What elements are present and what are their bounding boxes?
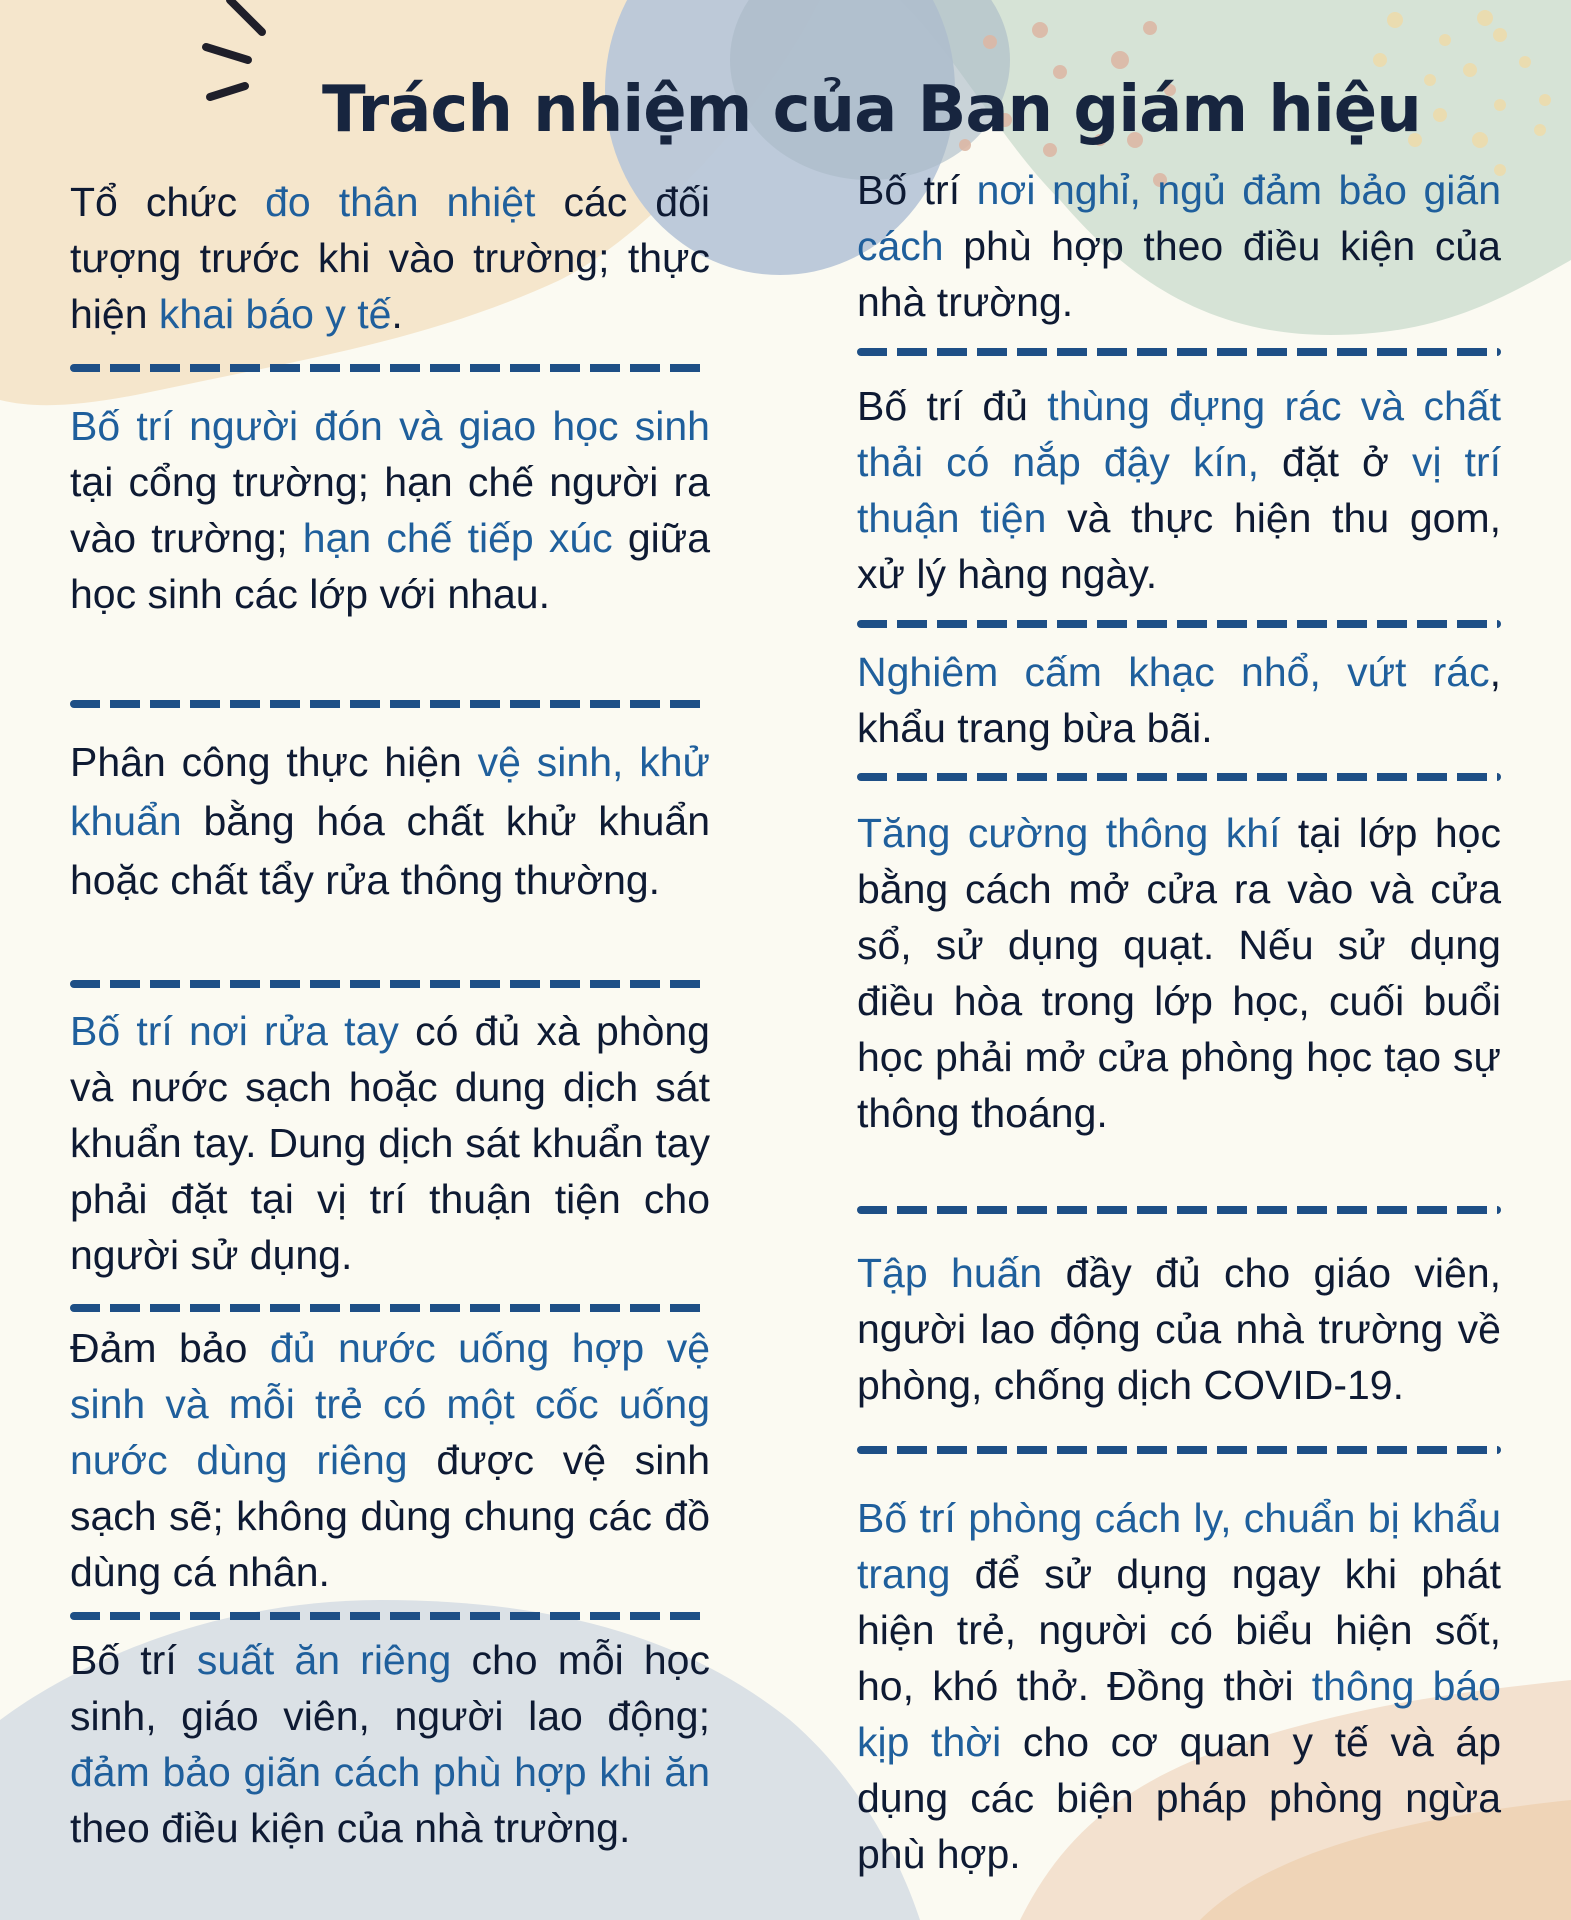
body-text: giữa học sinh các lớp với nhau.	[70, 515, 711, 617]
highlighted-text: vị trí thuận tiện	[857, 439, 1501, 541]
body-text: và thực hiện thu gom, xử lý hàng ngày.	[857, 495, 1501, 597]
highlighted-text: thùng đựng rác và chất thải có nắp đậy kín,	[857, 383, 1501, 485]
dashed-divider	[70, 700, 710, 708]
body-text: Phân công thực hiện	[70, 739, 478, 785]
dashed-divider	[70, 364, 710, 372]
body-text: , khẩu trang bừa bãi.	[857, 649, 1501, 751]
responsibility-item	[857, 162, 1501, 330]
responsibility-item	[857, 1245, 1501, 1413]
dashed-divider	[857, 1206, 1501, 1214]
responsibility-item	[857, 378, 1501, 602]
dashed-divider	[70, 1612, 710, 1620]
body-text: Đảm bảo	[70, 1325, 270, 1371]
highlighted-text: Bố trí phòng cách ly, chuẩn bị khẩu trang	[857, 1495, 1501, 1597]
body-text: đặt ở	[1259, 439, 1412, 485]
dashed-divider	[70, 1304, 710, 1312]
body-text: phù hợp theo điều kiện của nhà trường.	[857, 223, 1501, 325]
body-text: theo điều kiện của nhà trường.	[70, 1805, 631, 1851]
highlighted-text: Bố trí nơi rửa tay	[70, 1008, 399, 1054]
body-text: có đủ xà phòng và nước sạch hoặc dung dịch sát khuẩn tay. Dung dịch sát khuẩn tay phải đặt tại vị trí thuận tiện cho người sử dụng.	[70, 1008, 710, 1278]
highlighted-text: suất ăn riêng	[196, 1637, 452, 1683]
dashed-divider	[857, 348, 1501, 356]
highlighted-text: đủ nước uống hợp vệ sinh và mỗi trẻ có một cốc uống nước dùng riêng	[70, 1325, 710, 1483]
highlighted-text: khai báo y tế	[158, 291, 392, 337]
responsibility-item	[70, 1320, 710, 1600]
highlighted-text: Nghiêm cấm khạc nhổ, vứt rác	[857, 649, 1490, 695]
body-text: tại lớp học bằng cách mở cửa ra vào và cửa sổ, sử dụng quạt. Nếu sử dụng điều hòa trong lớp học, cuối buổi học phải mở cửa phòng học tạo sự thông thoáng.	[857, 810, 1501, 1136]
page-title: Trách nhiệm của Ban giám hiệu	[322, 72, 1421, 147]
left-column	[70, 0, 710, 1920]
highlighted-text: đo thân nhiệt	[265, 179, 536, 225]
responsibility-item	[70, 1632, 710, 1856]
responsibility-item	[70, 1003, 710, 1283]
highlighted-text: nơi nghỉ, ngủ đảm bảo giãn cách	[857, 167, 1501, 269]
highlighted-text: Tăng cường thông khí	[857, 810, 1281, 856]
body-text: cho mỗi học sinh, giáo viên, người lao động;	[70, 1637, 710, 1739]
highlighted-text: vệ sinh, khử khuẩn	[70, 739, 710, 844]
right-column	[857, 0, 1501, 1920]
highlighted-text: hạn chế tiếp xúc	[302, 515, 613, 561]
body-text: đầy đủ cho giáo viên, người lao động của nhà trường về phòng, chống dịch COVID-19.	[857, 1250, 1502, 1408]
highlighted-text: Tập huấn	[857, 1250, 1043, 1296]
body-text: Bố trí	[70, 1637, 197, 1683]
responsibility-item	[70, 174, 710, 342]
body-text: Bố trí	[857, 167, 977, 213]
dashed-divider	[70, 980, 710, 988]
dashed-divider	[857, 773, 1501, 781]
body-text: để sử dụng ngay khi phát hiện trẻ, người có biểu hiện sốt, ho, khó thở. Đồng thời	[857, 1551, 1501, 1709]
responsibility-item	[70, 398, 710, 622]
body-text: tại cổng trường; hạn chế người ra vào trường;	[70, 459, 710, 561]
responsibility-item	[857, 1490, 1501, 1882]
responsibility-item	[857, 805, 1501, 1141]
body-text: bằng hóa chất khử khuẩn hoặc chất tẩy rửa thông thường.	[70, 798, 710, 903]
dashed-divider	[857, 620, 1501, 628]
body-text: Tổ chức	[70, 179, 266, 225]
highlighted-text: thông báo kịp thời	[857, 1663, 1501, 1765]
dashed-divider	[857, 1446, 1501, 1454]
body-text: cho cơ quan y tế và áp dụng các biện pháp phòng ngừa phù hợp.	[857, 1719, 1501, 1877]
body-text: các đối tượng trước khi vào trường; thực hiện	[70, 179, 710, 337]
body-text: Bố trí đủ	[857, 383, 1048, 429]
responsibility-item	[70, 733, 710, 910]
responsibility-item	[857, 644, 1501, 756]
body-text: .	[391, 291, 403, 337]
highlighted-text: Bố trí người đón và giao học sinh	[70, 403, 710, 449]
body-text: được vệ sinh sạch sẽ; không dùng chung các đồ dùng cá nhân.	[70, 1437, 710, 1595]
highlighted-text: đảm bảo giãn cách phù hợp khi ăn	[70, 1749, 710, 1795]
